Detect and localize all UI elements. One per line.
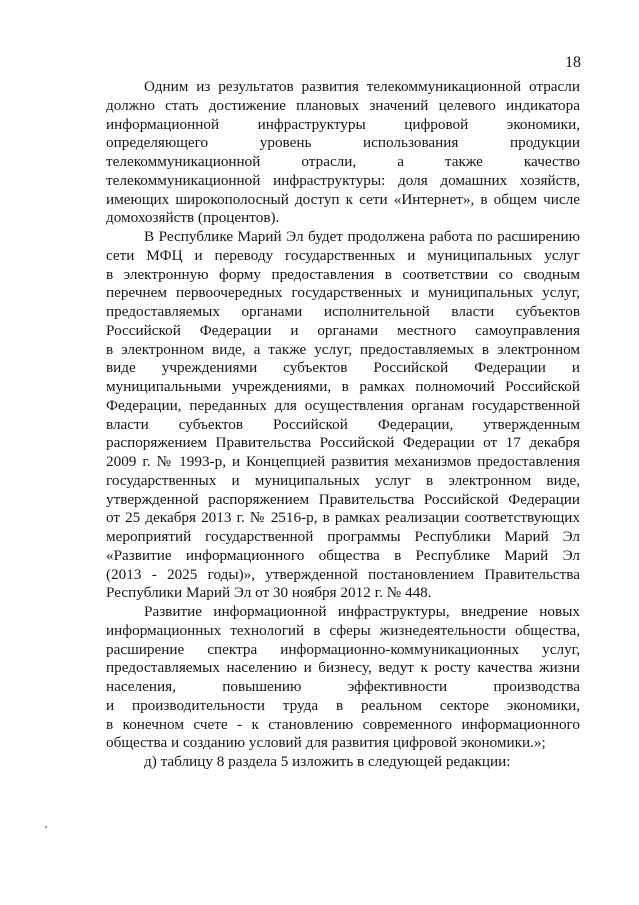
- text-line: информационных технологий в сферы жизнедеятельности общества,: [106, 621, 580, 639]
- text-line: Одним из результатов развития телекоммуникационной отрасли: [144, 78, 580, 95]
- text-line: населения, повышению эффективности производства: [106, 678, 580, 695]
- document-body: [106, 78, 580, 772]
- text-line: предоставляемых органами исполнительной власти субъектов: [106, 303, 580, 320]
- text-line: «Развитие информационного общества в Республике Марий Эл: [106, 546, 580, 564]
- page-number: 18: [565, 54, 581, 71]
- text-line: расширение спектра информационно-коммуникационных услуг,: [106, 640, 580, 658]
- text-line: В Республике Марий Эл будет продолжена работа по расширению: [144, 228, 580, 245]
- text-line: информационной инфраструктуры цифровой экономики,: [106, 115, 580, 133]
- text-line: Республики Марий Эл от 30 ноября 2012 г. № 448.: [106, 584, 432, 602]
- text-line: должно стать достижение плановых значений целевого индикатора: [106, 96, 580, 114]
- text-line: сети МФЦ и переводу государственных и муниципальных услуг: [106, 246, 580, 264]
- text-line: и производительности труда в реальном секторе экономики,: [106, 696, 580, 714]
- text-line: 2009 г. № 1993-р, и Концепцией развития механизмов предоставления: [106, 453, 580, 470]
- text-line: власти субъектов Российской Федерации, утвержденным: [106, 415, 580, 433]
- text-line: в конечном счете - к становлению современного информационного: [106, 715, 580, 733]
- text-line: Российской Федерации и органами местного самоуправления: [106, 321, 580, 339]
- text-line: мероприятий государственной программы Республики Марий Эл: [106, 528, 580, 545]
- text-line: утвержденной распоряжением Правительства Российской Федерации: [106, 490, 580, 508]
- text-line: государственных и муниципальных услуг в электронном виде,: [106, 471, 580, 489]
- text-line: телекоммуникационной инфраструктуры: доля домашних хозяйств,: [106, 171, 580, 189]
- scan-speck: [45, 826, 47, 828]
- text-line: домохозяйств (процентов).: [106, 209, 280, 227]
- text-line: в электронном виде, а также услуг, предоставляемых в электронном: [106, 340, 580, 358]
- text-line: муниципальными учреждениями, в рамках полномочий Российской: [106, 378, 580, 395]
- text-line: (2013 - 2025 годы)», утвержденной постановлением Правительства: [106, 565, 580, 583]
- text-line: Развитие информационной инфраструктуры, внедрение новых: [144, 603, 580, 620]
- text-line: общества и созданию условий для развития цифровой экономики.»;: [106, 734, 546, 752]
- text-line: перечнем первоочередных государственных и муниципальных услуг,: [106, 284, 580, 302]
- text-line: распоряжением Правительства Российской Федерации от 17 декабря: [106, 434, 580, 452]
- text-line: от 25 декабря 2013 г. № 2516-р, в рамках реализации соответствующих: [106, 509, 580, 527]
- text-line: имеющих широкополосный доступ к сети «Интернет», в общем числе: [106, 190, 580, 208]
- text-line: в электронную форму предоставления в соответствии со сводным: [106, 265, 580, 283]
- text-line: предоставляемых населению и бизнесу, ведут к росту качества жизни: [106, 659, 580, 677]
- text-line: телекоммуникационной отрасли, а также качество: [106, 153, 580, 170]
- text-line: д) таблицу 8 раздела 5 изложить в следующей редакции:: [144, 753, 511, 770]
- text-line: виде учреждениями субъектов Российской Федерации и: [106, 359, 580, 377]
- text-line: Федерации, переданных для осуществления органам государственной: [106, 396, 580, 414]
- text-line: определяющего уровень использования продукции: [106, 134, 580, 152]
